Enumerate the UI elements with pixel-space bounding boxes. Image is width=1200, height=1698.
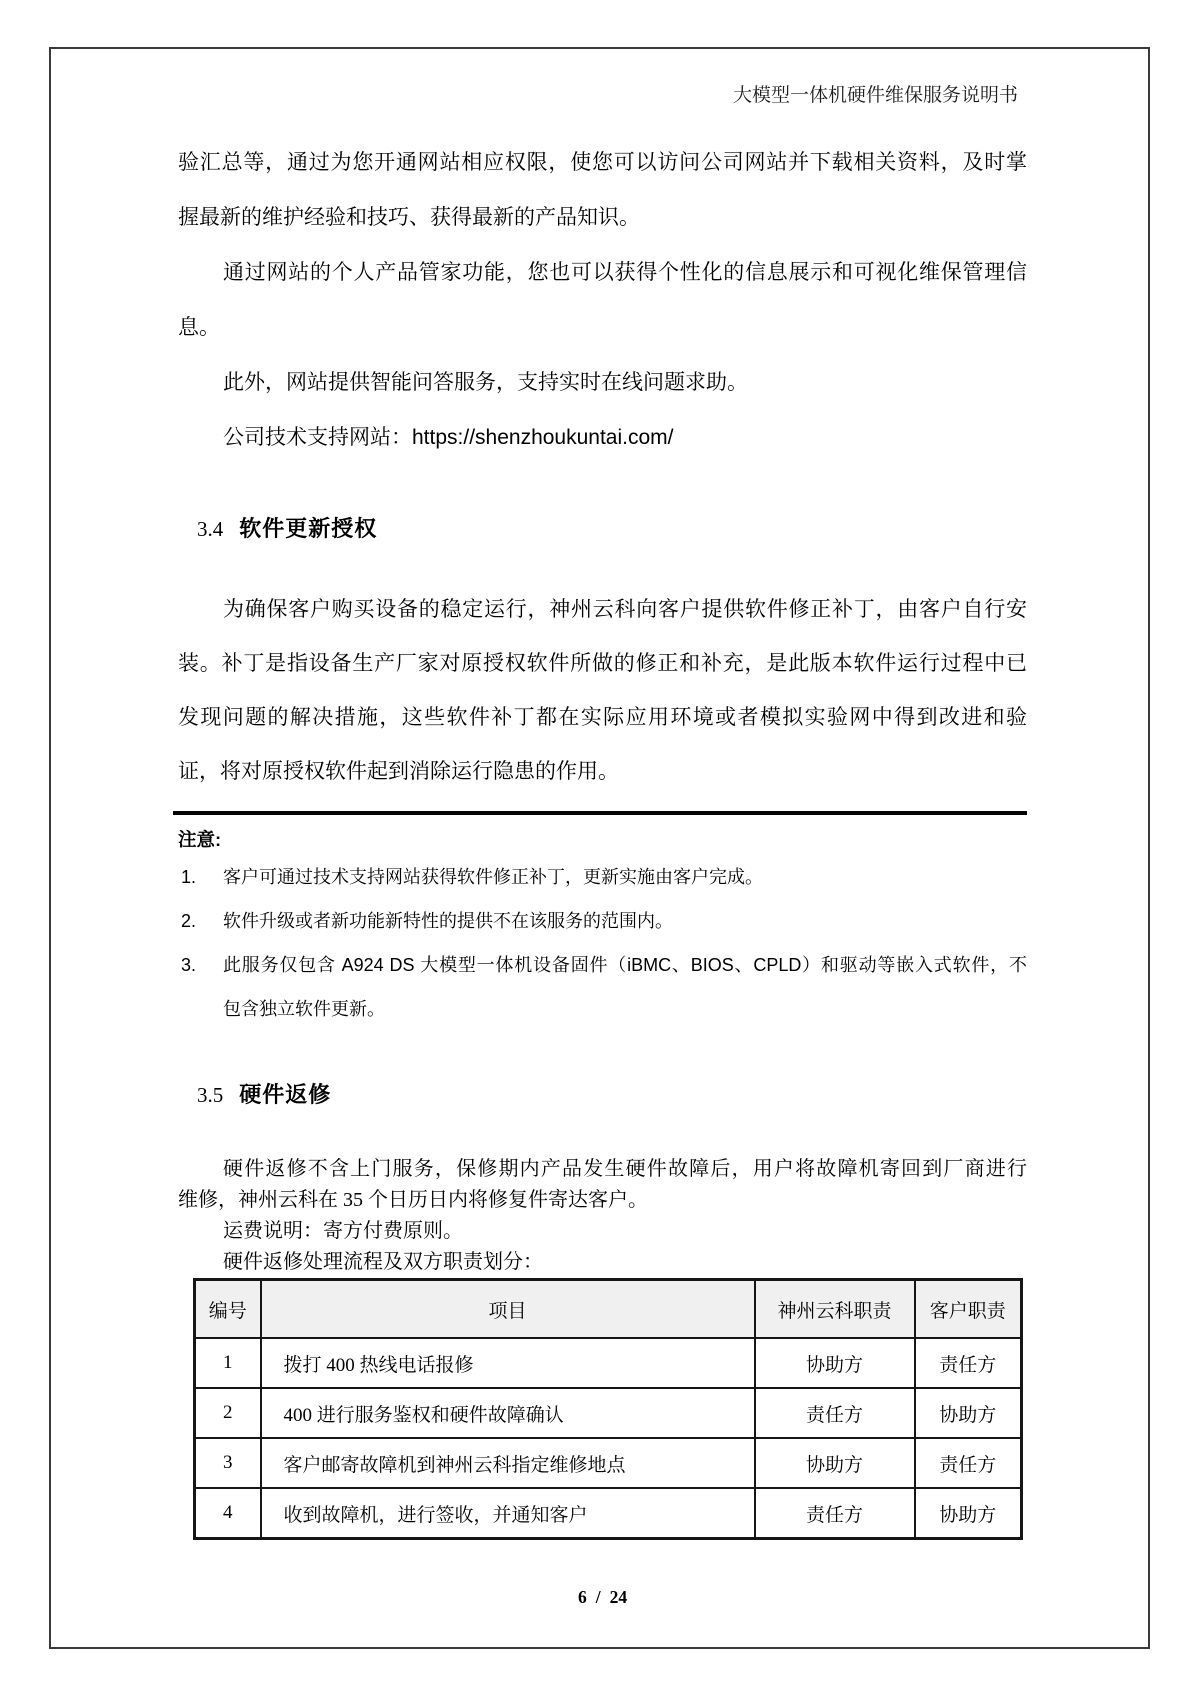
paragraph-line: 硬件返修处理流程及双方职责划分：	[223, 1251, 543, 1273]
document-header-title: 大模型一体机硬件维保服务说明书	[732, 85, 1018, 106]
note-item-text: 软件升级或者新功能新特性的提供不在该服务的范围内。	[223, 911, 673, 931]
section-3-5-title: 硬件返修	[239, 1082, 332, 1107]
table-row	[195, 1488, 1022, 1539]
note-item	[181, 899, 1027, 943]
table-cell-number: 1	[195, 1338, 261, 1388]
section-3-5-number: 3.5	[197, 1083, 224, 1107]
paragraph-line: 通过网站的个人产品管家功能，您也可以获得个性化的信息展示和可视化维保管理信	[223, 261, 1027, 284]
responsibility-table	[193, 1278, 1023, 1540]
table-cell-vendor-role: 协助方	[755, 1438, 915, 1488]
section-3-5-paragraph	[178, 1154, 1027, 1278]
section-3-4-paragraph	[178, 583, 1027, 799]
section-3-4-heading	[197, 512, 377, 543]
page-number-current: 6	[577, 1587, 587, 1607]
note-item	[181, 943, 1027, 987]
table-cell-number: 2	[195, 1388, 261, 1438]
paragraph-line: 证，将对原授权软件起到消除运行隐患的作用。	[178, 760, 619, 783]
note-item	[181, 855, 1027, 899]
note-divider-rule	[173, 811, 1027, 815]
table-header-cell: 编号	[195, 1280, 261, 1339]
table-cell-vendor-role: 责任方	[755, 1388, 915, 1438]
page-number-separator: /	[595, 1587, 601, 1607]
table-header-cell: 项目	[261, 1280, 755, 1339]
paragraph-line: 运费说明：寄方付费原则。	[223, 1220, 463, 1242]
table-cell-number: 4	[195, 1488, 261, 1539]
paragraph-line: 为确保客户购买设备的稳定运行，神州云科向客户提供软件修正补丁，由客户自行安	[223, 598, 1027, 621]
support-website-line: 公司技术支持网站：https://shenzhoukuntai.com/	[223, 426, 674, 449]
table-row	[195, 1438, 1022, 1488]
table-cell-item: 400 进行服务鉴权和硬件故障确认	[261, 1388, 755, 1438]
note-item-number: 2.	[181, 911, 197, 931]
section-3-4-title: 软件更新授权	[239, 516, 378, 541]
note-item-continuation	[181, 987, 1027, 1031]
page-number-total: 24	[609, 1587, 628, 1607]
note-item-text: 客户可通过技术支持网站获得软件修正补丁，更新实施由客户完成。	[223, 867, 763, 887]
table-cell-item: 客户邮寄故障机到神州云科指定维修地点	[261, 1438, 755, 1488]
table-header-cell: 客户职责	[915, 1280, 1022, 1339]
note-item-text: 此服务仅包含 A924 DS 大模型一体机设备固件（iBMC、BIOS、CPLD）和驱动等嵌入式软件，不	[223, 955, 1027, 975]
paragraph-line: 硬件返修不含上门服务，保修期内产品发生硬件故障后，用户将故障机寄回到厂商进行	[223, 1158, 1027, 1180]
paragraph-line: 装。补丁是指设备生产厂家对原授权软件所做的修正和补充，是此版本软件运行过程中已	[178, 652, 1027, 675]
note-item-number	[181, 987, 223, 1031]
intro-paragraphs	[178, 135, 1027, 465]
table-cell-customer-role: 责任方	[915, 1438, 1022, 1488]
table-cell-customer-role: 协助方	[915, 1388, 1022, 1438]
note-item-number: 3.	[181, 955, 197, 975]
note-list	[181, 855, 1027, 1031]
table-cell-customer-role: 责任方	[915, 1338, 1022, 1388]
table-header-cell: 神州云科职责	[755, 1280, 915, 1339]
table-row	[195, 1388, 1022, 1438]
table-cell-customer-role: 协助方	[915, 1488, 1022, 1539]
table-cell-vendor-role: 协助方	[755, 1338, 915, 1388]
table-header-row	[195, 1280, 1022, 1339]
table-cell-item: 拨打 400 热线电话报修	[261, 1338, 755, 1388]
note-item-text: 包含独立软件更新。	[223, 999, 385, 1019]
table-cell-number: 3	[195, 1438, 261, 1488]
paragraph-line: 发现问题的解决措施，这些软件补丁都在实际应用环境或者模拟实验网中得到改进和验	[178, 706, 1027, 729]
table-row	[195, 1338, 1022, 1388]
table-cell-vendor-role: 责任方	[755, 1488, 915, 1539]
note-item-number: 1.	[181, 867, 197, 887]
note-label: 注意:	[178, 829, 222, 850]
paragraph-line: 息。	[178, 316, 220, 339]
table-cell-item: 收到故障机，进行签收，并通知客户	[261, 1488, 755, 1539]
page-number	[178, 1580, 1027, 1614]
paragraph-line: 此外，网站提供智能问答服务，支持实时在线问题求助。	[223, 371, 748, 394]
section-3-5-heading	[197, 1078, 331, 1109]
section-3-4-number: 3.4	[197, 517, 224, 541]
paragraph-line: 验汇总等，通过为您开通网站相应权限，使您可以访问公司网站并下载相关资料，及时掌	[178, 151, 1027, 174]
paragraph-line: 维修，神州云科在 35 个日历日内将修复件寄达客户。	[178, 1189, 648, 1211]
paragraph-line: 握最新的维护经验和技巧、获得最新的产品知识。	[178, 206, 640, 229]
